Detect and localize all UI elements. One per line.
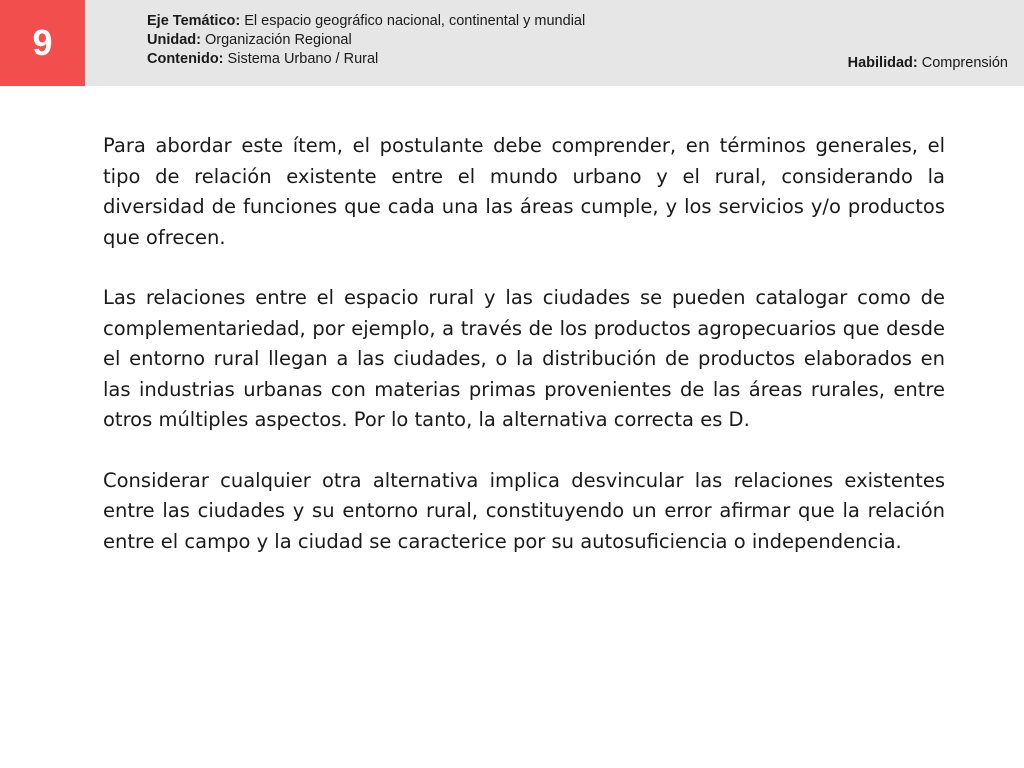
habilidad-row [848,54,1008,73]
contenido-label: Contenido: [147,51,224,67]
header-bar [0,0,1024,86]
contenido-value: Sistema Urbano / Rural [227,51,379,67]
paragraph-2: Las relaciones entre el espacio rural y las ciudades se pueden catalogar como de complementariedad, por ejemplo, a través de los productos agropecuarios que desde el entorno rural llegan a las ciudades, o la distribución de productos elaborados en las industrias urbanas con materias primas provenientes de las áreas rurales, entre otros múltiples aspectos. Por lo tanto, la alternativa correcta es D. [103,286,945,431]
explanation-body [103,131,945,587]
unidad-label: Unidad: [147,32,201,48]
eje-tematico-value: El espacio geográfico nacional, continental y mundial [244,13,586,29]
habilidad-value: Comprensión [921,55,1008,71]
unidad-row [147,31,585,50]
paragraph-1: Para abordar este ítem, el postulante debe comprender, en términos generales, el tipo de relación existente entre el mundo urbano y el rural, considerando la diversidad de funciones que cada una las áreas cumple, y los servicios y/o productos que ofrecen. [103,134,945,249]
eje-tematico-label: Eje Temático: [147,13,241,29]
unidad-value: Organización Regional [205,32,352,48]
eje-tematico-row [147,12,585,31]
paragraph-3: Considerar cualquier otra alternativa implica desvincular las relaciones existentes entre las ciudades y su entorno rural, constituyendo un error afirmar que la relación entre el campo y la ciudad se caracterice por su autosuficiencia o independencia. [103,468,945,553]
header-meta [147,12,585,69]
habilidad-label: Habilidad: [847,55,918,71]
contenido-row [147,50,585,69]
item-number-badge: 9 [0,0,85,86]
